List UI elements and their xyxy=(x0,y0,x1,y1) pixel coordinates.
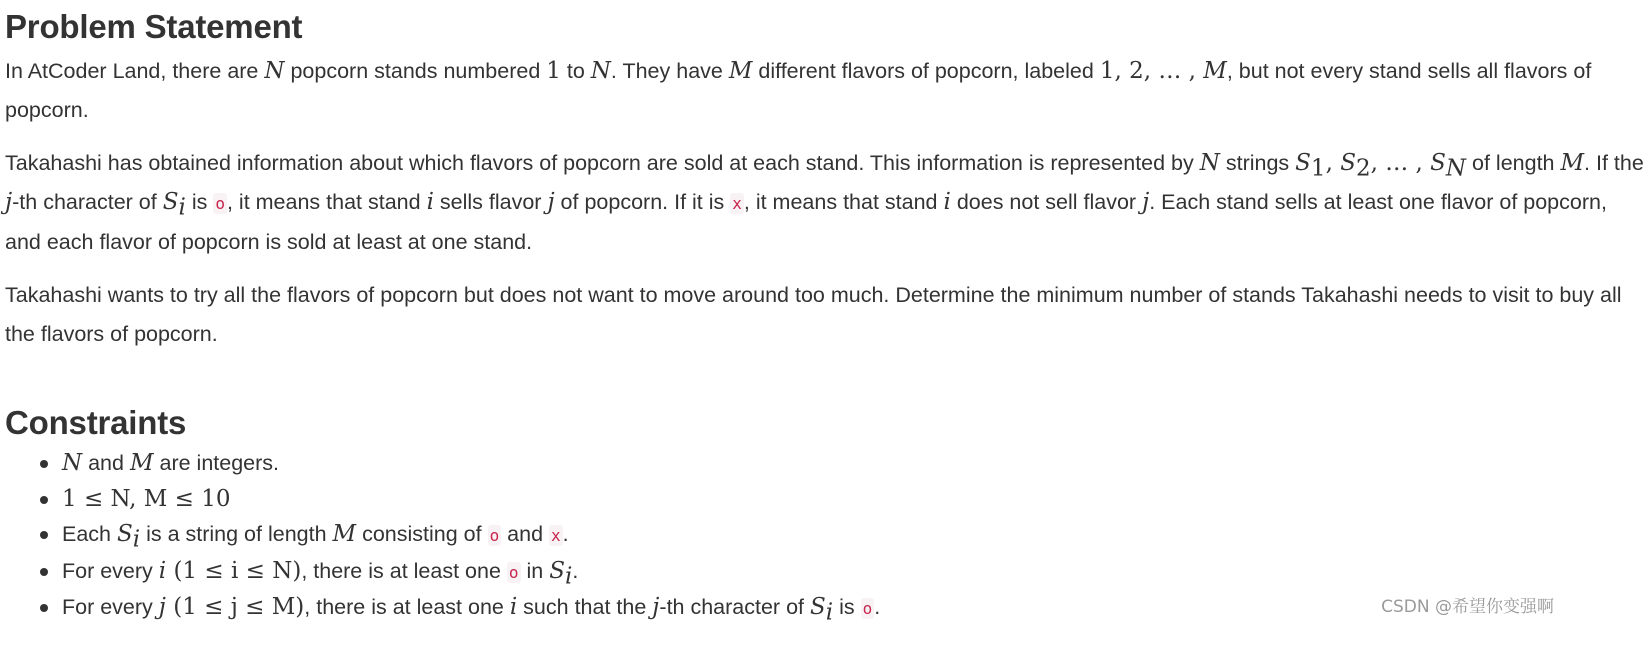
math-list: 1, 2, … , xyxy=(1099,58,1204,84)
text: of length xyxy=(1466,151,1561,175)
code-o: o xyxy=(489,526,500,545)
text: consisting of xyxy=(356,522,488,546)
text: sells flavor xyxy=(433,190,548,214)
math-expression: (1 ≤ i ≤ N) xyxy=(166,557,302,584)
list-item xyxy=(5,446,1645,482)
math-subscript: i xyxy=(825,599,834,626)
math-var: N xyxy=(62,450,83,476)
math-subscript: i xyxy=(564,562,573,589)
math-var: N xyxy=(264,58,285,84)
math-subscript: i xyxy=(178,194,186,221)
math-subscript: N xyxy=(1445,155,1467,182)
text: In AtCoder Land, there are xyxy=(5,59,265,83)
text: different flavors of popcorn, labeled xyxy=(752,59,1100,83)
math-sep: , xyxy=(1325,150,1341,176)
text: For every xyxy=(62,558,159,583)
math-num: 1 xyxy=(546,58,561,84)
math-var: i xyxy=(943,189,951,215)
problem-paragraph-1 xyxy=(5,52,1645,130)
list-item xyxy=(5,517,1645,554)
text: to xyxy=(560,59,591,83)
bullet-icon xyxy=(40,531,48,539)
math-sep: , … , xyxy=(1370,150,1431,176)
text: . Each stand sells at least one flavor of popcorn, and each flavor of popcorn is sold at least at one stand. xyxy=(5,190,1607,254)
text: and xyxy=(501,522,550,546)
bullet-icon xyxy=(40,496,48,504)
text: is xyxy=(185,190,214,214)
text: are integers. xyxy=(153,451,279,475)
math-var: M xyxy=(1203,58,1227,84)
math-var: S xyxy=(116,521,133,547)
math-var: S xyxy=(1340,150,1356,176)
list-item xyxy=(5,482,1645,518)
text: . If the xyxy=(1584,151,1644,175)
constraints-heading: Constraints xyxy=(5,404,187,441)
math-var: j xyxy=(158,594,166,620)
math-var: j xyxy=(5,189,13,215)
text: . They have xyxy=(610,59,729,83)
math-var: M xyxy=(728,58,753,84)
math-var: N xyxy=(590,58,611,84)
text: For every xyxy=(62,595,159,619)
problem-statement-heading: Problem Statement xyxy=(5,8,303,45)
text: and xyxy=(82,451,130,475)
math-expression: 1 ≤ N, M ≤ 10 xyxy=(62,485,231,512)
math-var: S xyxy=(1295,150,1311,176)
text: , but not every stand sells all flavors of popcorn. xyxy=(5,59,1592,122)
text: . xyxy=(874,595,881,619)
math-var: M xyxy=(332,521,357,547)
text: is a string of length xyxy=(140,522,333,546)
code-o: o xyxy=(508,562,519,582)
math-var: S xyxy=(162,189,179,215)
list-item xyxy=(5,554,1645,591)
problem-paragraph-3: Takahashi wants to try all the flavors of popcorn but does not want to move around too much. Determine the minimum number of stands Takahashi needs to visit to buy all the flavors of popcorn. xyxy=(5,283,1622,346)
text: -th character of xyxy=(659,595,810,619)
problem-paragraph-2 xyxy=(5,144,1645,262)
math-var: j xyxy=(547,189,555,215)
bullet-icon xyxy=(40,604,48,612)
text: , it means that stand xyxy=(226,190,427,214)
text: in xyxy=(520,558,550,583)
text: of popcorn. If it is xyxy=(554,190,731,214)
code-x: x xyxy=(551,526,561,545)
math-var: N xyxy=(1199,150,1220,176)
bullet-icon xyxy=(40,568,48,576)
text: Each xyxy=(62,522,117,546)
math-var: M xyxy=(129,450,154,476)
math-var: i xyxy=(426,189,434,215)
math-var: j xyxy=(652,594,660,620)
text: . xyxy=(562,522,569,546)
code-o: o xyxy=(862,599,873,618)
text: , it means that stand xyxy=(743,190,944,214)
code-x: x xyxy=(732,194,742,213)
code-o: o xyxy=(215,194,225,213)
math-subscript: 1 xyxy=(1310,155,1326,182)
text: strings xyxy=(1219,151,1296,175)
csdn-watermark: CSDN @希望你变强啊 xyxy=(1381,597,1554,617)
text: does not sell flavor xyxy=(950,190,1143,214)
text: , there is at least one xyxy=(304,595,510,619)
text: is xyxy=(833,595,861,619)
text: such that the xyxy=(517,595,653,619)
text: , there is at least one xyxy=(301,558,507,583)
math-var: M xyxy=(1560,150,1585,176)
math-var: i xyxy=(158,557,167,584)
text: . xyxy=(572,558,579,583)
math-var: j xyxy=(1142,189,1150,215)
bullet-icon xyxy=(40,460,48,468)
text: Takahashi has obtained information about which flavors of popcorn are sold at each stand. This information is represented by xyxy=(5,151,1200,175)
math-var: S xyxy=(549,557,565,584)
text: -th character of xyxy=(12,190,163,214)
text: popcorn stands numbered xyxy=(284,59,547,83)
math-subscript: i xyxy=(132,526,141,553)
math-var: i xyxy=(509,594,518,620)
math-var: S xyxy=(1430,150,1446,176)
math-expression: (1 ≤ j ≤ M) xyxy=(165,594,305,620)
math-subscript: 2 xyxy=(1355,155,1371,182)
math-var: S xyxy=(809,594,826,620)
